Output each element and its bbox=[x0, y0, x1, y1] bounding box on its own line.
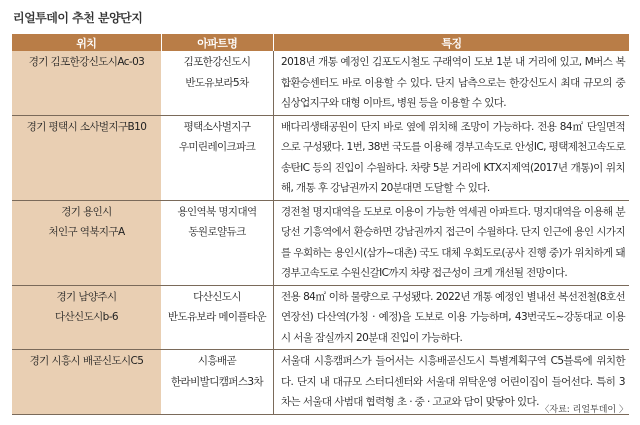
location-cell-line: 경기 남양주시 bbox=[56, 290, 117, 303]
location-cell bbox=[12, 115, 161, 200]
location-cell-line: 경기 평택시 소사벌지구B10 bbox=[26, 120, 147, 133]
table-header-row bbox=[12, 34, 629, 51]
location-cell bbox=[12, 350, 161, 415]
apartment-cell-line: 반도유보라5차 bbox=[185, 76, 249, 89]
location-cell-line: 경기 용인시 bbox=[61, 205, 112, 218]
apartment-cell-line: 시흥배곧 bbox=[197, 355, 237, 367]
table-row bbox=[12, 285, 629, 350]
apartment-cell-line: 용인역북 명지대역 bbox=[177, 205, 257, 218]
feature-cell: 2018년 개통 예정인 김포도시철도 구래역이 도보 1분 내 거리에 있고, M버스 복합환승센터도 바로 이용할 수 있다. 단지 남측으로는 한강신도시 최대 규모의 중심상업지구와 대형 이마트, 병원 등을 이용할 수 있다. bbox=[274, 51, 630, 115]
feature-cell: 전용 84㎡ 이하 물량으로 구성됐다. 2022년 개통 예정인 별내선 복선전철(8호선 연장선) 다산역(가칭 · 예정)을 도보로 이용 가능하며, 43번국도~강동대교 이용 시 서울 잠실까지 20분대 진입이 가능하다. bbox=[274, 285, 630, 350]
apartment-cell bbox=[161, 350, 274, 415]
apartment-cell-line: 김포한강신도시 bbox=[183, 56, 251, 68]
location-cell bbox=[12, 200, 161, 285]
header-feature: 특징 bbox=[274, 34, 630, 51]
table-row bbox=[12, 350, 629, 415]
table-row bbox=[12, 51, 629, 115]
apartment-cell-line: 다산신도시 bbox=[193, 290, 241, 303]
apartment-cell-line: 평택소사벌지구 bbox=[183, 120, 251, 133]
table-row bbox=[12, 200, 629, 285]
apartment-cell-line: 동원로얄듀크 bbox=[188, 226, 246, 238]
table-row bbox=[12, 115, 629, 200]
location-cell-line: 다산신도시b-6 bbox=[54, 311, 119, 323]
feature-cell: 배다리생태공원이 단지 바로 옆에 위치해 조망이 가능하다. 전용 84㎡ 단일면적으로 구성됐다. 1번, 38번 국도를 이용해 경부고속도로 안성IC, 평택제천고속도로 송탄IC 등의 진입이 수월하다. 차량 5분 거리에 KTX지제역(2017년 개통)이 위치해, 개통 후 강남권까지 20분대면 도달할 수 있다. bbox=[274, 115, 630, 200]
header-apartment: 아파트명 bbox=[161, 34, 274, 51]
apartment-cell bbox=[161, 200, 274, 285]
apartment-cell-line: 한라비발디캠퍼스3차 bbox=[171, 375, 263, 388]
apartment-cell-line: 우미린레이크파크 bbox=[178, 141, 256, 153]
apartment-cell-line: 반도유보라 메이플타운 bbox=[167, 311, 267, 323]
apartment-cell bbox=[161, 51, 274, 115]
source-note: 〈자료: 리얼투데이 〉 bbox=[540, 405, 628, 415]
apartment-cell bbox=[161, 285, 274, 350]
apartment-cell bbox=[161, 115, 274, 200]
location-cell-line: 경기 시흥시 배곧신도시C5 bbox=[29, 355, 144, 367]
header-location: 위치 bbox=[12, 34, 161, 51]
feature-cell: 경전철 명지대역을 도보로 이용이 가능한 역세권 아파트다. 명지대역을 이용해 분당선 기흥역에서 환승하면 강남권까지 접근이 수월하다. 단지 인근에 용인 시가지를 우회하는 용인시(삼가~대촌) 국도 대체 우회도로(공사 진행 중)가 위치하게 돼 경부고속도로 수원신갈IC까지 차량 접근성이 크게 개선될 전망이다. bbox=[274, 200, 630, 285]
location-cell-line: 경기 김포한강신도시Ac-03 bbox=[28, 56, 145, 68]
location-cell bbox=[12, 51, 161, 115]
recommended-complex-table bbox=[12, 34, 629, 415]
page-title: 리얼투데이 추천 분양단지 bbox=[13, 11, 143, 25]
location-cell bbox=[12, 285, 161, 350]
feature-cell: 서울대 시흥캠퍼스가 들어서는 시흥배곧신도시 특별계획구역 C5블록에 위치한다. 단지 내 대규모 스터디센터와 서울대 위탁운영 어린이집이 들어선다. 특히 3차는 서울대 사범대 협력형 초 · 중 · 고교와 담이 맞닿아 있다. bbox=[274, 350, 630, 415]
location-cell-line: 처인구 역북지구A bbox=[48, 226, 125, 238]
